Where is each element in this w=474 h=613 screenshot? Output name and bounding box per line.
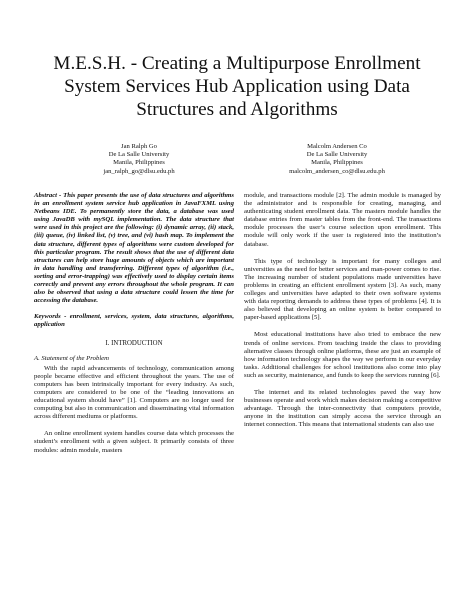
keywords (34, 313, 234, 329)
body-paragraph: module, and transactions module [2]. The admin module is managed by the administrator and is responsible for creating, managing, and authenticating student enrollment data. The masters module handles the database entries from master tables from the front-end. The transactions module processes the user’s course selection upon enrollment. This module will only work if the user is registered into the institution’s database. (244, 192, 441, 248)
left-column (34, 192, 234, 455)
body-paragraph: Most educational institutions have also tried to embrace the new trends of online services. From teaching inside the class to providing alternative classes through online platforms, these are just an example of how information technology shapes the way we perform in our everyday tasks. Additional challenges for school institutions also come into play such as security, maintenance, and funds to keep the services running [6]. (244, 331, 441, 379)
author-name: Jan Ralph Go (121, 143, 157, 150)
abstract (34, 192, 234, 305)
subsection-heading: A. Statement of the Problem (34, 354, 109, 362)
author-email: malcolm_andersen_co@dlsu.edu.ph (289, 167, 385, 175)
author-block-2 (242, 143, 432, 176)
author-location: Manila, Philippines (311, 159, 363, 167)
keywords-text: - enrollment, services, system, data structures, algorithms, application (34, 313, 234, 329)
paper-title: M.E.S.H. - Creating a Multipurpose Enrollment System Services Hub Application using Data Structures and Algorithms (53, 53, 421, 120)
author-block-1 (44, 143, 234, 176)
abstract-label: Abstract (34, 192, 58, 199)
body-paragraph: The internet and its related technologies paved the way how businesses operate and work which makes decision making a competitive advantage. Through the inter-connectivity that computers provide, anyone in the institution can simply access the service through an internet connection. This means that international students can also use (244, 388, 441, 429)
author-location: Manila, Philippines (113, 159, 165, 167)
keywords-label: Keywords (34, 313, 61, 321)
body-paragraph: With the rapid advancements of technology, communication among people became effective and efficient throughout the years. The use of computers has been intrinsically important for every industry. As such, computers are considered to be one of the “leading innovations an educational system should have” [1]. Computers are no longer used for computing but also in communication and disseminating vital information across different mediums or platforms. (34, 364, 234, 421)
author-name: Malcolm Andersen Co (307, 143, 367, 150)
author-affiliation: De La Salle University (108, 151, 170, 159)
body-paragraph: An online enrollment system handles course data which processes the student’s enrollment with a given subject. It primarily consists of three modules: admin module, masters (34, 430, 234, 454)
right-column (244, 192, 441, 429)
section-heading: I. INTRODUCTION (105, 339, 163, 347)
author-affiliation: De La Salle University (306, 151, 368, 159)
abstract-text: - This paper presents the use of data structures and algorithms in an enrollment system service hub application in JavaFXML using Netbeans IDE. To permanently store the data, a database was used using JavaDB with mySQL implementation. The data structure that were used in this project are the following: (i) dynamic array, (ii) stack, (iii) queue, (iv) linked list, (v) tree, and (vi) hash map. To implement the data structure, different types of algorithms were custom developed for this particular program. The result shows that the use of different data structures can help store huge amounts of objects which are important in data handling and transferring. Different types of algorithm (i.e., sorting and error-trapping) was effectively used to display certain items correctly and prevent any errors throughout the whole program. It can also be observed that using a data structure could lessen the time for accessing the database. (34, 192, 234, 305)
author-email: jan_ralph_go@dlsu.edu.ph (103, 167, 175, 175)
body-paragraph: This type of technology is important for many colleges and universities as the need for better services and man-power comes to rise. The increasing number of student populations made universities have problems in creating an efficient enrollment system [3]. As such, many colleges and universities have adapted to their own software systems with data reporting demands to address these types of problems [4]. It is also believed that developing an online system is better compared to paper-based applications [5]. (244, 257, 441, 322)
